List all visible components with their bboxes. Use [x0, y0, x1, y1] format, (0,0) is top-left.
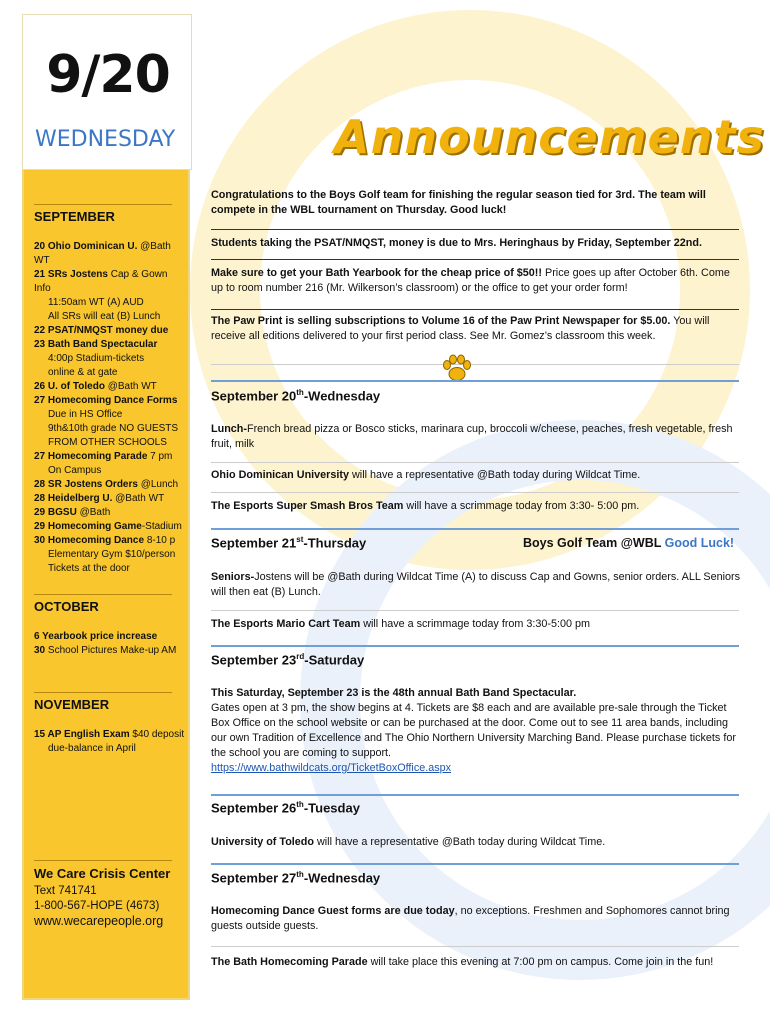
calendar-item-bold: 21 SRs Jostens [34, 269, 108, 280]
pawprint-bold: The Paw Print is selling subscriptions to Volume 16 of the Paw Print Newspaper for $5.00. [211, 315, 671, 327]
toledo-bold: University of Toledo [211, 836, 314, 848]
sidebar-rule [34, 860, 172, 861]
calendar-item [34, 464, 186, 478]
odu-rest: will have a representative @Bath today during Wildcat Time. [349, 469, 641, 481]
calendar-item-text: All SRs will eat (B) Lunch [48, 311, 161, 322]
day-heading-tail: -Thursday [303, 535, 367, 551]
november-list [34, 728, 186, 756]
date: 9/20 [46, 45, 170, 105]
calendar-item [34, 630, 186, 644]
calendar-item [34, 742, 186, 756]
calendar-item [34, 478, 186, 492]
calendar-item [34, 520, 186, 534]
odu-announcement [211, 468, 741, 483]
divider [211, 462, 739, 463]
calendar-item-text: 7 pm [147, 451, 173, 462]
homecoming-forms-bold: Homecoming Dance Guest forms are due today [211, 905, 455, 917]
homecoming-forms-rest: , no exceptions. Freshmen and Sophomores cannot bring guests outside guests. [211, 905, 730, 932]
esports-mario-bold: The Esports Mario Cart Team [211, 618, 361, 630]
calendar-item [34, 506, 186, 520]
section-divider [211, 645, 739, 647]
divider [211, 259, 739, 260]
lunch-label: Lunch- [211, 423, 247, 435]
parade-announcement [211, 955, 741, 970]
calendar-item-bold: 15 AP English Exam [34, 729, 130, 740]
calendar-item-bold: 29 Homecoming Game [34, 521, 142, 532]
parade-rest: will take place this evening at 7:00 pm on campus. Come join in the fun! [367, 956, 714, 968]
esports-smash-rest: will have a scrimmage today from 3:30- 5:00 pm. [403, 500, 640, 512]
september-heading: SEPTEMBER [34, 209, 115, 224]
day-heading-sep23 [211, 652, 364, 667]
odu-bold: Ohio Dominican University [211, 469, 349, 481]
section-divider [211, 528, 739, 530]
calendar-item-bold: 20 Ohio Dominican U. [34, 241, 138, 252]
crisis-text: Text 741741 [34, 885, 97, 897]
esports-mario-rest: will have a scrimmage today from 3:30-5:00 pm [360, 618, 591, 630]
day-heading-sep26 [211, 800, 360, 815]
calendar-item [34, 394, 186, 408]
day-heading-text: September 21 [211, 535, 297, 551]
seniors-rest: Jostens will be @Bath during Wildcat Time (A) to discuss Cap and Gowns, senior orders. ALL Seniors will then eat (B) Lunch. [211, 571, 741, 598]
divider [211, 309, 739, 310]
golf-text: Congratulations to the Boys Golf team for finishing the regular season tied for 3rd. The team will compete in the WBL tournament on Thursday. Good luck! [211, 189, 706, 216]
calendar-item [34, 644, 186, 658]
calendar-item [34, 324, 186, 338]
golf-announcement [211, 188, 741, 218]
day-heading-sup: rd [296, 652, 305, 661]
crisis-heading: We Care Crisis Center [34, 866, 171, 881]
calendar-item [34, 436, 186, 450]
calendar-item-text: @Bath [76, 507, 111, 518]
date-box [22, 14, 192, 170]
crisis-info [34, 884, 163, 929]
calendar-item-text: School Pictures Make-up AM [45, 645, 177, 656]
homecoming-forms-announcement [211, 904, 741, 934]
day-heading-tail: -Wednesday [303, 870, 381, 886]
sidebar-rule [34, 692, 172, 693]
sidebar-rule [34, 594, 172, 595]
calendar-item-text: online & at gate [48, 367, 118, 378]
band-spectacular-announcement [211, 686, 741, 776]
yearbook-rest: Price goes up after October 6th. Come up to room number 216 (Mr. Wilkerson’s classroom) or the office to get your order form! [211, 267, 730, 294]
calendar-item-bold: 27 Homecoming Parade [34, 451, 148, 462]
day-heading-tail: -Saturday [304, 652, 365, 668]
calendar-item-bold: 23 Bath Band Spectacular [34, 339, 158, 350]
seniors-label: Seniors- [211, 571, 255, 583]
calendar-item-bold: 28 SR Jostens Orders [34, 479, 138, 490]
day-heading-text: September 27 [211, 870, 297, 886]
calendar-item-bold: 28 Heidelberg U. [34, 493, 113, 504]
calendar-item [34, 366, 186, 380]
pawprint-announcement [211, 314, 741, 344]
calendar-item-text: @Bath WT [104, 381, 157, 392]
day-heading-tail: -Tuesday [303, 800, 360, 816]
calendar-item [34, 240, 186, 268]
calendar-item-bold: 27 Homecoming Dance Forms [34, 395, 178, 406]
day-heading-sup: th [296, 870, 304, 879]
calendar-item-text: Tickets at the door [48, 563, 130, 574]
day-heading-sup: st [296, 535, 304, 544]
ticket-link[interactable]: https://www.bathwildcats.org/TicketBoxOffice.aspx [211, 762, 452, 774]
day-heading-sup: th [296, 388, 304, 397]
calendar-item-text: Elementary Gym $10/person [48, 549, 176, 560]
calendar-item-text: 9th&10th grade NO GUESTS [48, 423, 179, 434]
calendar-item-text: 8-10 p [144, 535, 176, 546]
sidebar-rule [34, 204, 172, 205]
calendar-item [34, 296, 186, 310]
calendar-item-bold: 6 Yearbook price increase [34, 631, 158, 642]
calendar-item-text: -Stadium [141, 521, 182, 532]
divider [211, 946, 739, 947]
calendar-item-text: $40 deposit [129, 729, 185, 740]
calendar-item-text: Due in HS Office [48, 409, 123, 420]
calendar-item-text: FROM OTHER SCHOOLS [48, 437, 167, 448]
calendar-item-text: due-balance in April [48, 743, 136, 754]
calendar-item [34, 450, 186, 464]
calendar-item-text: On Campus [48, 465, 102, 476]
yearbook-announcement [211, 266, 741, 296]
golf-wbl-note [523, 536, 734, 550]
calendar-item [34, 548, 186, 562]
parade-bold: The Bath Homecoming Parade [211, 956, 368, 968]
day-heading-sep27 [211, 870, 380, 885]
october-heading: OCTOBER [34, 599, 99, 614]
band-rest: Gates open at 3 pm, the show begins at 4. Tickets are $8 each and are available pre-sale through the Ticket Box Office on the school website or can be purchased at the door. Come out to see 11 area bands, including our own Tradition of Excellence and The Ohio Northern University Marching Band. Please purchase tickets for the school you are coming to support. [211, 702, 736, 759]
calendar-item-text: Cap & Gown Info [34, 269, 168, 294]
calendar-item [34, 492, 186, 506]
lunch-menu [211, 422, 741, 452]
section-divider [211, 863, 739, 865]
calendar-item-bold: 29 BGSU [34, 507, 77, 518]
seniors-announcement [211, 570, 741, 600]
calendar-item [34, 408, 186, 422]
calendar-item-text: @Bath WT [34, 241, 171, 266]
calendar-item [34, 352, 186, 366]
crisis-phone: 1-800-567-HOPE (4673) [34, 900, 160, 912]
calendar-item [34, 380, 186, 394]
esports-smash-bold: The Esports Super Smash Bros Team [211, 500, 404, 512]
calendar-item [34, 534, 186, 548]
day-heading-sup: th [296, 800, 304, 809]
day-heading-tail: -Wednesday [303, 388, 381, 404]
calendar-item-text: @Lunch [137, 479, 179, 490]
divider [211, 492, 739, 493]
day-heading-sep21 [211, 535, 366, 550]
divider [211, 229, 739, 230]
day-heading-sep20 [211, 388, 380, 403]
calendar-item-bold: 30 [34, 645, 46, 656]
golf-wbl-bold: Boys Golf Team @WBL [523, 536, 662, 550]
calendar-item [34, 728, 186, 742]
pawprint-rest: You will receive all editions delivered to your first period class. See Mr. Gomez’s classroom this week. [211, 315, 710, 342]
esports-smash-announcement [211, 499, 741, 514]
section-divider [211, 794, 739, 796]
day-heading-text: September 20 [211, 388, 297, 404]
page-title: Announcements [334, 110, 765, 164]
september-list [34, 240, 186, 576]
toledo-rest: will have a representative @Bath today during Wildcat Time. [313, 836, 606, 848]
calendar-item-bold: 26 U. of Toledo [34, 381, 105, 392]
lunch-items: French bread pizza or Bosco sticks, marinara cup, broccoli w/cheese, peaches, fresh vegetable, fresh fruit, milk [211, 423, 733, 450]
psat-text: Students taking the PSAT/NMQST, money is due to Mrs. Heringhaus by Friday, September 22nd. [211, 237, 702, 249]
november-heading: NOVEMBER [34, 697, 110, 712]
calendar-item [34, 562, 186, 576]
calendar-item-text: 11:50am WT (A) AUD [48, 297, 144, 308]
section-divider [211, 380, 739, 382]
band-bold: This Saturday, September 23 is the 48th annual Bath Band Spectacular. [211, 687, 577, 699]
divider [211, 364, 739, 365]
crisis-website[interactable]: www.wecarepeople.org [34, 914, 164, 928]
calendar-item [34, 310, 186, 324]
calendar-item-text: @Bath WT [112, 493, 165, 504]
yearbook-bold: Make sure to get your Bath Yearbook for the cheap price of $50!! [211, 267, 542, 279]
calendar-item [34, 422, 186, 436]
day-heading-text: September 23 [211, 652, 297, 668]
esports-mario-announcement [211, 617, 741, 632]
calendar-item [34, 268, 186, 296]
calendar-item-bold: 22 PSAT/NMQST money due [34, 325, 169, 336]
calendar-item-bold: 30 Homecoming Dance [34, 535, 145, 546]
calendar-item [34, 338, 186, 352]
calendar-item-text: 4:00p Stadium-tickets [48, 353, 145, 364]
weekday: WEDNESDAY [35, 127, 176, 152]
toledo-announcement [211, 835, 741, 850]
day-heading-text: September 26 [211, 800, 297, 816]
good-luck: Good Luck! [661, 536, 735, 550]
october-list [34, 630, 186, 658]
psat-announcement [211, 236, 741, 251]
divider [211, 610, 739, 611]
